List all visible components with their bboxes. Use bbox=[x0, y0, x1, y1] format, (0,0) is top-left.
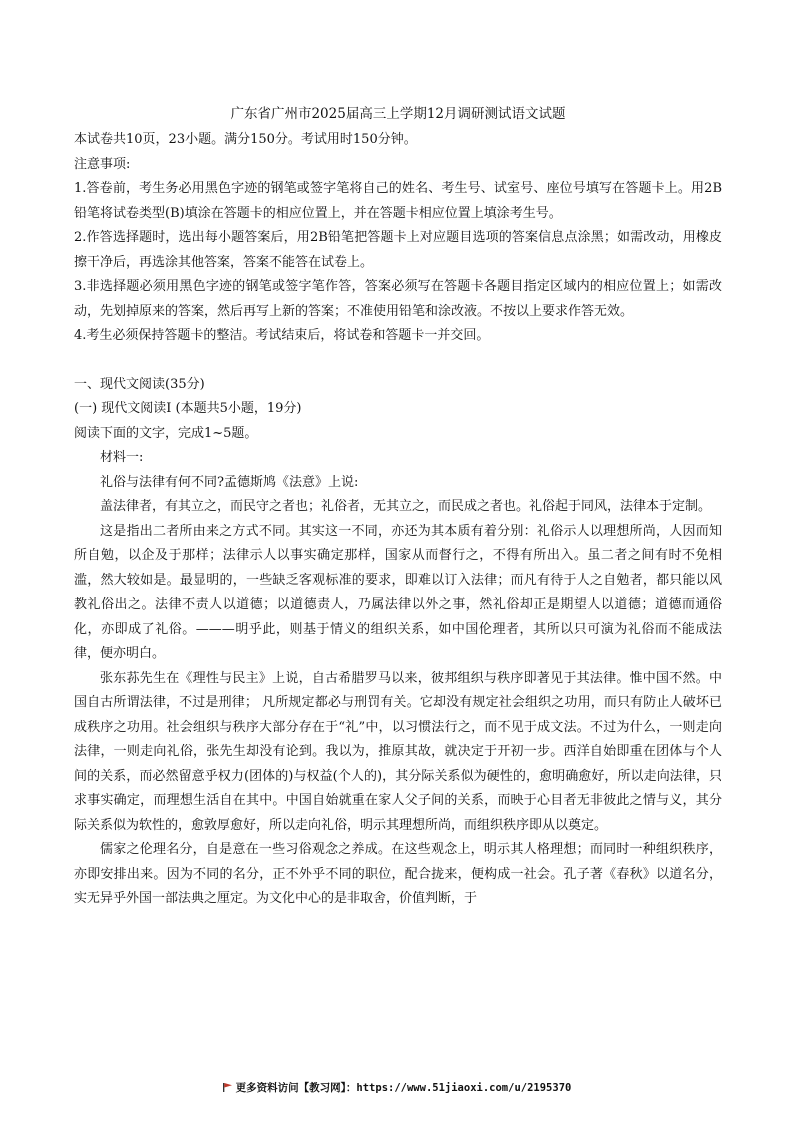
material-label: 材料一: bbox=[100, 450, 144, 465]
notice-item: 3.非选择题必须用黑色字迹的钢笔或签字笔作答，答案必须写在答题卡各题目指定区域内的相应位置上；如需改动，先划掉原来的答案，然后再写上新的答案；不准使用铅笔和涂改液。不按以上要求作答无效。 bbox=[74, 279, 722, 319]
page-footer bbox=[0, 1080, 794, 1095]
notice-heading: 注意事项: bbox=[74, 156, 131, 172]
exam-intro: 本试卷共10页，23小题。满分150分。考试用时150分钟。 bbox=[74, 132, 417, 147]
notice-item: 2.作答选择题时，选出每小题答案后，用2B铅笔把答题卡上对应题目选项的答案信息点涂黑；如需改动，用橡皮擦干净后，再选涂其他答案，答案不能答在试卷上。 bbox=[74, 230, 722, 270]
body-paragraph: 儒家之伦理名分，自是意在一些习俗观念之养成。在这些观念上，明示其人格理想；而同时一种组织秩序，亦即安排出来。因为不同的名分，正不外乎不同的职位，配合拢来，便构成一社会。孔子著《春秋》以道名分，实无异乎外国一部法典之厘定。为文化中心的是非取舍，价值判断，于 bbox=[74, 842, 722, 906]
body-paragraph: 张东荪先生在《理性与民主》上说，自古希腊罗马以来，彼邦组织与秩序即著见于其法律。惟中国不然。中国自古所谓法律，不过是刑律； 凡所规定都必与刑罚有关。它却没有规定社会组织之功用，而只有防止人破坏已成秩序之功用。社会组织与秩序大部分存在于“礼”中，以习惯法行之，而不见于成文法。不过为什么，一则走向法律，一则走向礼俗，张先生却没有论到。我以为，推原其故，就决定于开初一步。西洋自始即重在团体与个人间的关系，而必然留意乎权力(团体的)与权益(个人的)，其分际关系似为硬性的，愈明确愈好，所以走向法律，只求事实确定，而理想生活自在其中。中国自始就重在家人父子间的关系，而映于心目者无非彼此之情与义，其分际关系似为软性的，愈敦厚愈好，所以走向礼俗，明示其理想所尚，而组织秩序即从以奠定。 bbox=[74, 670, 722, 833]
footer-link[interactable]: 更多资料访问【教习网】：https://www.51jiaoxi.com/u/2195370 bbox=[235, 1082, 572, 1094]
body-paragraph: 这是指出二者所由来之方式不同。其实这一不同，亦还为其本质有着分别：礼俗示人以理想所尚，人因而知所自勉，以企及于那样；法律示人以事实确定那样，国家从而督行之，不得有所出入。虽二者之间有时不免相滥，然大较如是。最显明的，一些缺乏客观标准的要求，即难以订入法律；而凡有待于人之自勉者，都只能以风教礼俗出之。法律不责人以道德；以道德责人，乃属法律以外之事，然礼俗却正是期望人以道德；道德而通俗化，亦即成了礼俗。———明乎此，则基于情义的组织关系，如中国伦理者，其所以只可演为礼俗而不能成法律，便亦明白。 bbox=[74, 523, 722, 661]
reading-instruction: 阅读下面的文字，完成1~5题。 bbox=[74, 425, 258, 441]
section-heading: 一、现代文阅读(35分) bbox=[74, 376, 205, 392]
body-paragraph: 礼俗与法律有何不同?孟德斯鸠《法意》上说: bbox=[100, 474, 359, 490]
body-paragraph: 盖法律者，有其立之，而民守之者也；礼俗者，无其立之，而民成之者也。礼俗起于同风，法律本于定制。 bbox=[100, 499, 712, 514]
section-gap bbox=[74, 349, 722, 373]
notice-item: 1.答卷前，考生务必用黑色字迹的钢笔或签字笔将自己的姓名、考生号、试室号、座位号填写在答题卡上。用2B铅笔将试卷类型(B)填涂在答题卡的相应位置上，并在答题卡相应位置上填涂考生号。 bbox=[74, 181, 722, 221]
notice-item: 4.考生必须保持答题卡的整洁。考试结束后，将试卷和答题卡一并交回。 bbox=[74, 328, 490, 343]
flag-icon bbox=[223, 1083, 232, 1092]
document-page bbox=[74, 100, 722, 912]
document-title: 广东省广州市2025届高三上学期12月调研测试语文试题 bbox=[230, 106, 566, 122]
subsection-heading: (一) 现代文阅读Ⅰ (本题共5小题，19分) bbox=[74, 401, 302, 416]
